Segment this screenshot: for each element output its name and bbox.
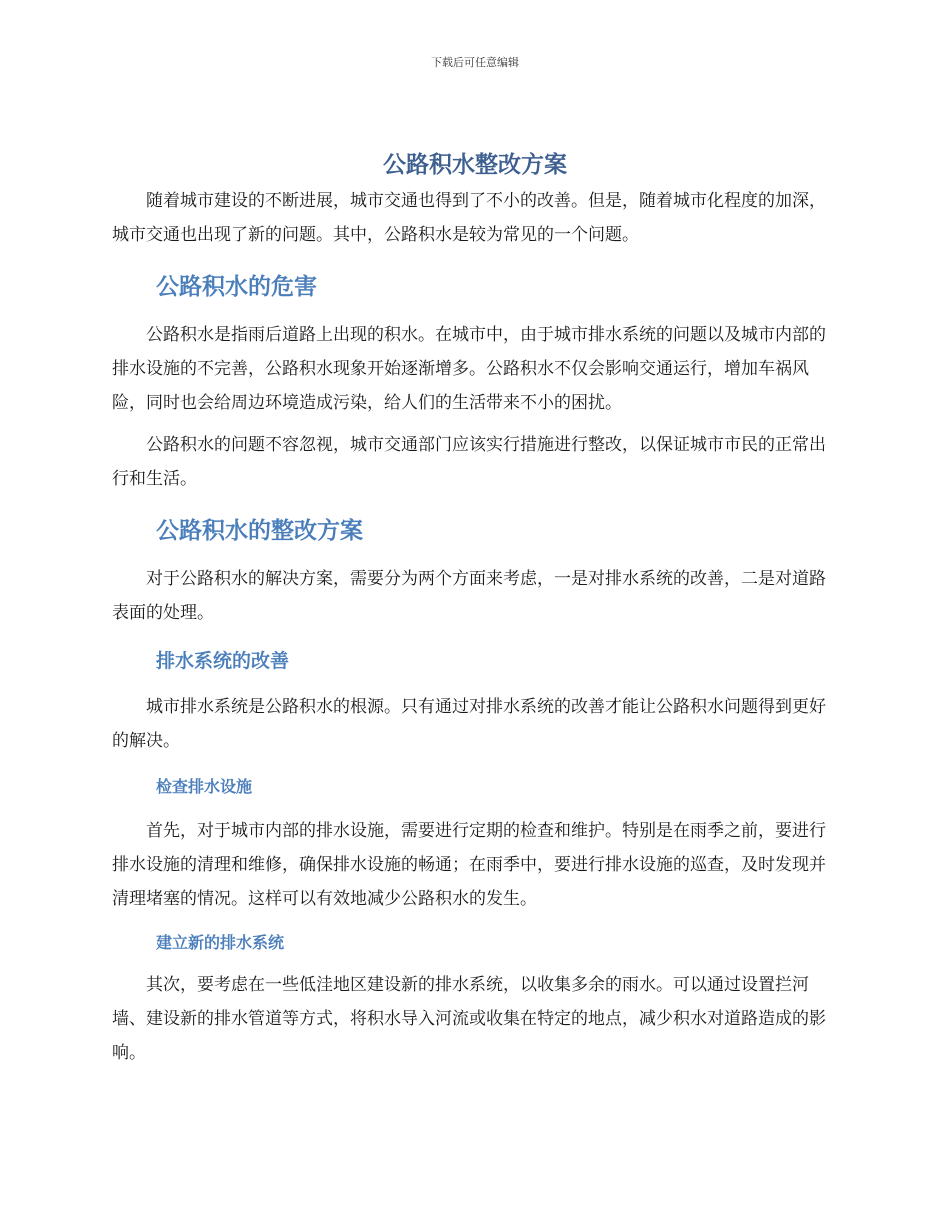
drainage-paragraph: 城市排水系统是公路积水的根源。只有通过对排水系统的改善才能让公路积水问题得到更好的解决。 xyxy=(112,697,826,751)
document-title: 公路积水整改方案 xyxy=(383,152,567,178)
section-heading-solutions: 公路积水的整改方案 xyxy=(156,518,363,544)
subsection-heading-drainage: 排水系统的改善 xyxy=(156,650,290,672)
inspect-paragraph: 首先，对于城市内部的排水设施，需要进行定期的检查和维护。特别是在雨季之前，要进行排水设施的清理和维修，确保排水设施的畅通；在雨季中，要进行排水设施的巡查，及时发现并清理堵塞的情况。这样可以有效地减少公路积水的发生。 xyxy=(112,821,826,909)
header-note: 下载后可任意编辑 xyxy=(431,56,519,69)
section-heading-hazards: 公路积水的危害 xyxy=(156,274,317,300)
item-heading-inspect: 检查排水设施 xyxy=(156,777,253,796)
intro-paragraph: 随着城市建设的不断进展，城市交通也得到了不小的改善。但是，随着城市化程度的加深，城市交通也出现了新的问题。其中，公路积水是较为常见的一个问题。 xyxy=(112,191,826,245)
new-system-paragraph: 其次，要考虑在一些低洼地区建设新的排水系统，以收集多余的雨水。可以通过设置拦河墙、建设新的排水管道等方式，将积水导入河流或收集在特定的地点，减少积水对道路造成的影响。 xyxy=(112,975,826,1063)
item-heading-new-system: 建立新的排水系统 xyxy=(156,933,285,952)
hazards-paragraph-2: 公路积水的问题不容忽视，城市交通部门应该实行措施进行整改，以保证城市市民的正常出行和生活。 xyxy=(112,435,826,489)
hazards-paragraph-1: 公路积水是指雨后道路上出现的积水。在城市中，由于城市排水系统的问题以及城市内部的排水设施的不完善，公路积水现象开始逐渐增多。公路积水不仅会影响交通运行，增加车祸风险，同时也会给周边环境造成污染，给人们的生活带来不小的困扰。 xyxy=(112,325,826,413)
solutions-paragraph-1: 对于公路积水的解决方案，需要分为两个方面来考虑，一是对排水系统的改善，二是对道路表面的处理。 xyxy=(112,569,826,623)
